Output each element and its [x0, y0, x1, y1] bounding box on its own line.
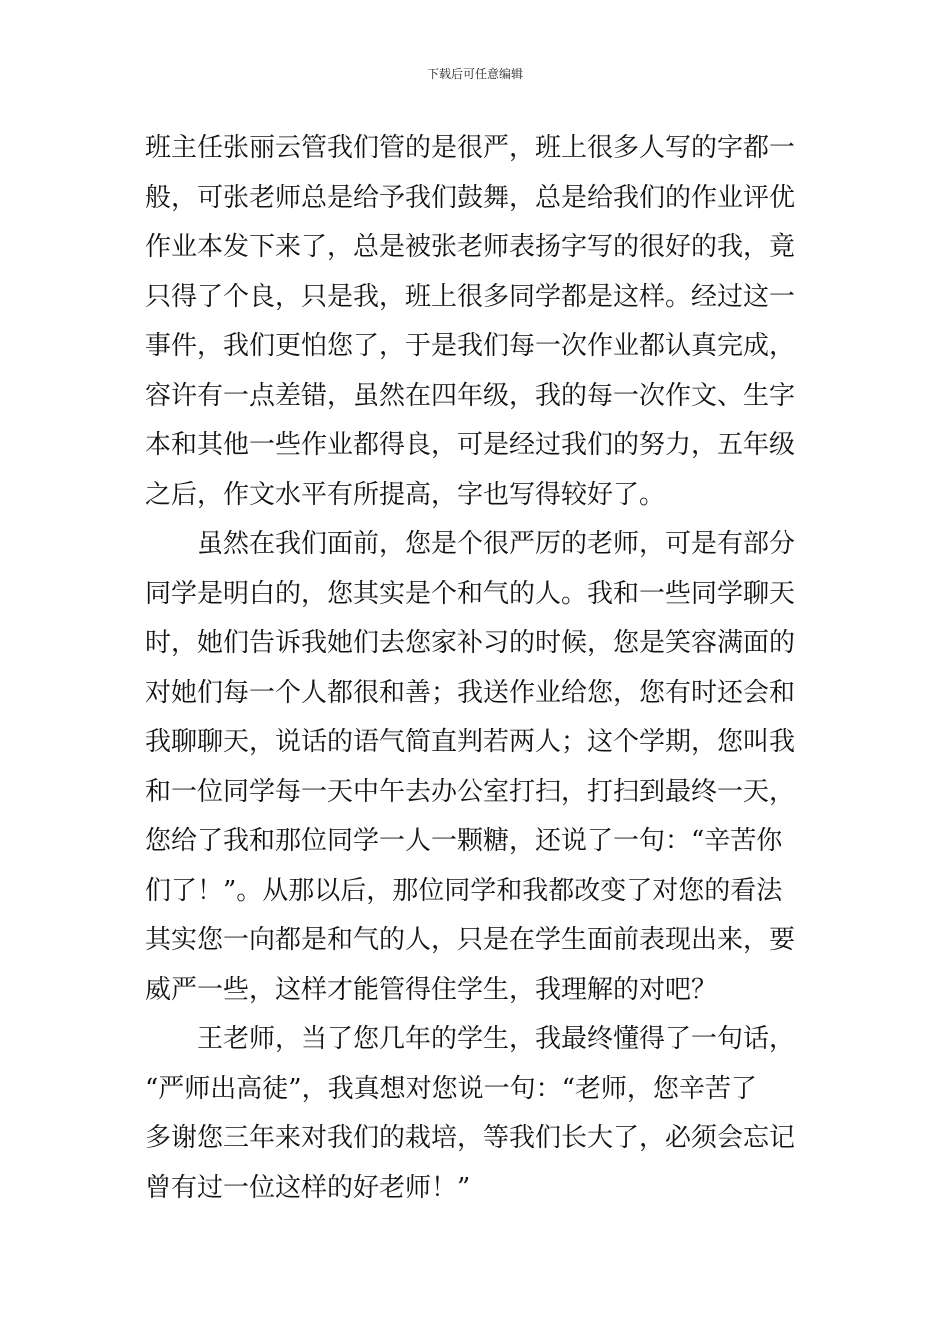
text-line: 时，她们告诉我她们去您家补习的时候，您是笑容满面的: [145, 628, 796, 658]
page-header: 下载后可任意编辑: [426, 67, 523, 81]
text-line: 王老师，当了您几年的学生，我最终懂得了一句话，: [145, 1024, 796, 1054]
text-line: 和一位同学每一天中午去办公室打扫，打扫到最终一天，: [145, 776, 796, 807]
text-line: “严师出高徒”，我真想对您说一句：“老师，您辛苦了: [145, 1073, 757, 1104]
text-line: 虽然在我们面前，您是个很严厉的老师，可是有部分: [145, 529, 796, 559]
text-line: 之后，作文水平有所提高，字也写得较好了。: [145, 479, 666, 510]
text-line: 我聊聊天，说话的语气简直判若两人；这个学期，您叫我: [145, 727, 796, 757]
text-line: 威严一些，这样才能管得住学生，我理解的对吧？: [145, 974, 718, 1005]
text-line: 作业本发下来了，总是被张老师表扬字写的很好的我，竟: [145, 232, 796, 262]
text-line: 同学是明白的，您其实是个和气的人。我和一些同学聊天: [145, 578, 796, 609]
text-line: 本和其他一些作业都得良，可是经过我们的努力，五年级: [145, 430, 796, 460]
text-line: 般，可张老师总是给予我们鼓舞，总是给我们的作业评优: [145, 182, 796, 213]
text-line: 多谢您三年来对我们的栽培，等我们长大了，必须会忘记: [145, 1123, 796, 1153]
text-line: 对她们每一个人都很和善；我送作业给您，您有时还会和: [145, 677, 796, 708]
text-line: 容许有一点差错，虽然在四年级，我的每一次作文、生字: [145, 380, 796, 411]
text-line: 们了！”。从那以后，那位同学和我都改变了对您的看法: [145, 875, 783, 906]
text-line: 曾有过一位这样的好老师！”: [145, 1172, 471, 1203]
body-text: [145, 124, 805, 1213]
text-line: 您给了我和那位同学一人一颗糖，还说了一句：“辛苦你: [145, 826, 783, 856]
text-line: 只得了个良，只是我，班上很多同学都是这样。经过这一: [145, 281, 796, 312]
text-line: 其实您一向都是和气的人，只是在学生面前表现出来，要: [145, 925, 796, 955]
text-line: 事件，我们更怕您了，于是我们每一次作业都认真完成，: [145, 331, 796, 361]
text-line: 班主任张丽云管我们管的是很严，班上很多人写的字都一: [145, 133, 796, 163]
